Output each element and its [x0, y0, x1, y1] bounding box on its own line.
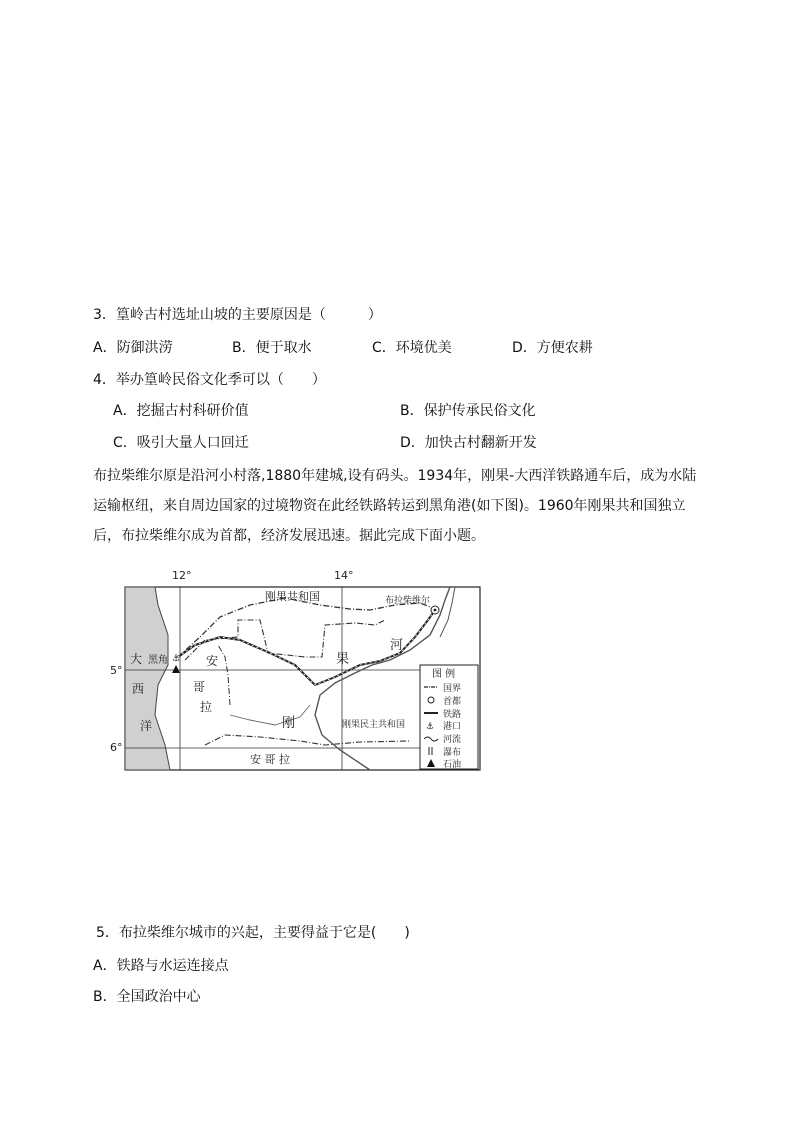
lat-label-5: 5° — [110, 664, 123, 677]
label-brazzaville: 布拉柴维尔 — [385, 596, 431, 606]
legend-capital-label: 首都 — [443, 697, 462, 707]
label-republic-congo: 刚果共和国 — [265, 590, 320, 603]
question-3-stem: 3．篁岭古村选址山坡的主要原因是（ ） — [93, 307, 382, 323]
legend-capital-icon — [428, 697, 434, 703]
label-congo-river-2: 果 — [336, 652, 350, 667]
legend-title: 图 例 — [432, 669, 456, 680]
q3-option-b: B．便于取水 — [232, 340, 312, 356]
port-symbol: ⚓ — [172, 654, 181, 664]
lon-label-12: 12° — [172, 569, 192, 582]
label-ocean-1: 大 — [130, 652, 143, 666]
label-angola-n-2: 哥 — [193, 680, 206, 694]
legend-oil-label: 石油 — [443, 760, 462, 770]
question-5-stem: 5．布拉柴维尔城市的兴起，主要得益于它是( ) — [96, 925, 410, 941]
q5-option-a: A．铁路与水运连接点 — [93, 958, 229, 974]
legend-port-icon: ⚓ — [426, 722, 435, 732]
label-pointe-noire: 黑角 — [148, 655, 168, 666]
q4-option-d: D．加快古村翻新开发 — [400, 435, 537, 451]
label-ocean-3: 洋 — [140, 719, 153, 733]
legend-waterfall-label: 瀑布 — [443, 748, 462, 758]
legend-port-label: 港口 — [443, 722, 462, 732]
legend-border-label: 国界 — [443, 684, 462, 694]
reading-passage: 布拉柴维尔原是沿河小村落,1880年建城,设有码头。1934年，刚果-大西洋铁路通车后，成为水陆运输枢纽，来自周边国家的过境物资在此经铁路转运到黑角港(如下图)。1960年刚果共和国独立后，布拉柴维尔成为首都，经济发展迅速。据此完成下面小题。 — [93, 468, 697, 544]
legend-river-label: 河流 — [443, 735, 462, 745]
q4-option-a: A．挖掘古村科研价值 — [113, 403, 249, 419]
capital-dot — [434, 609, 437, 612]
q4-option-b: B．保护传承民俗文化 — [400, 403, 536, 419]
label-ocean-2: 西 — [132, 682, 145, 696]
q5-option-b: B．全国政治中心 — [93, 989, 201, 1005]
question-4-stem: 4．举办篁岭民俗文化季可以（ ） — [93, 372, 326, 388]
label-congo-river-3: 河 — [390, 638, 404, 653]
label-angola-n-3: 拉 — [200, 700, 213, 714]
lat-label-6: 6° — [110, 741, 123, 754]
q3-option-c: C．环境优美 — [372, 340, 452, 356]
q3-option-a: A．防御洪涝 — [93, 340, 173, 356]
q3-option-d: D．方便农耕 — [512, 340, 593, 356]
q4-option-c: C．吸引大量人口回迁 — [113, 435, 249, 451]
label-congo-river-1: 刚 — [282, 716, 296, 731]
brazzaville-map — [110, 565, 485, 775]
lon-label-14: 14° — [334, 569, 354, 582]
label-angola-n-1: 安 — [206, 654, 219, 668]
legend-railway-label: 铁路 — [443, 710, 462, 720]
label-drc: 刚果民主共和国 — [342, 720, 406, 730]
label-angola-south: 安 哥 拉 — [250, 753, 290, 766]
